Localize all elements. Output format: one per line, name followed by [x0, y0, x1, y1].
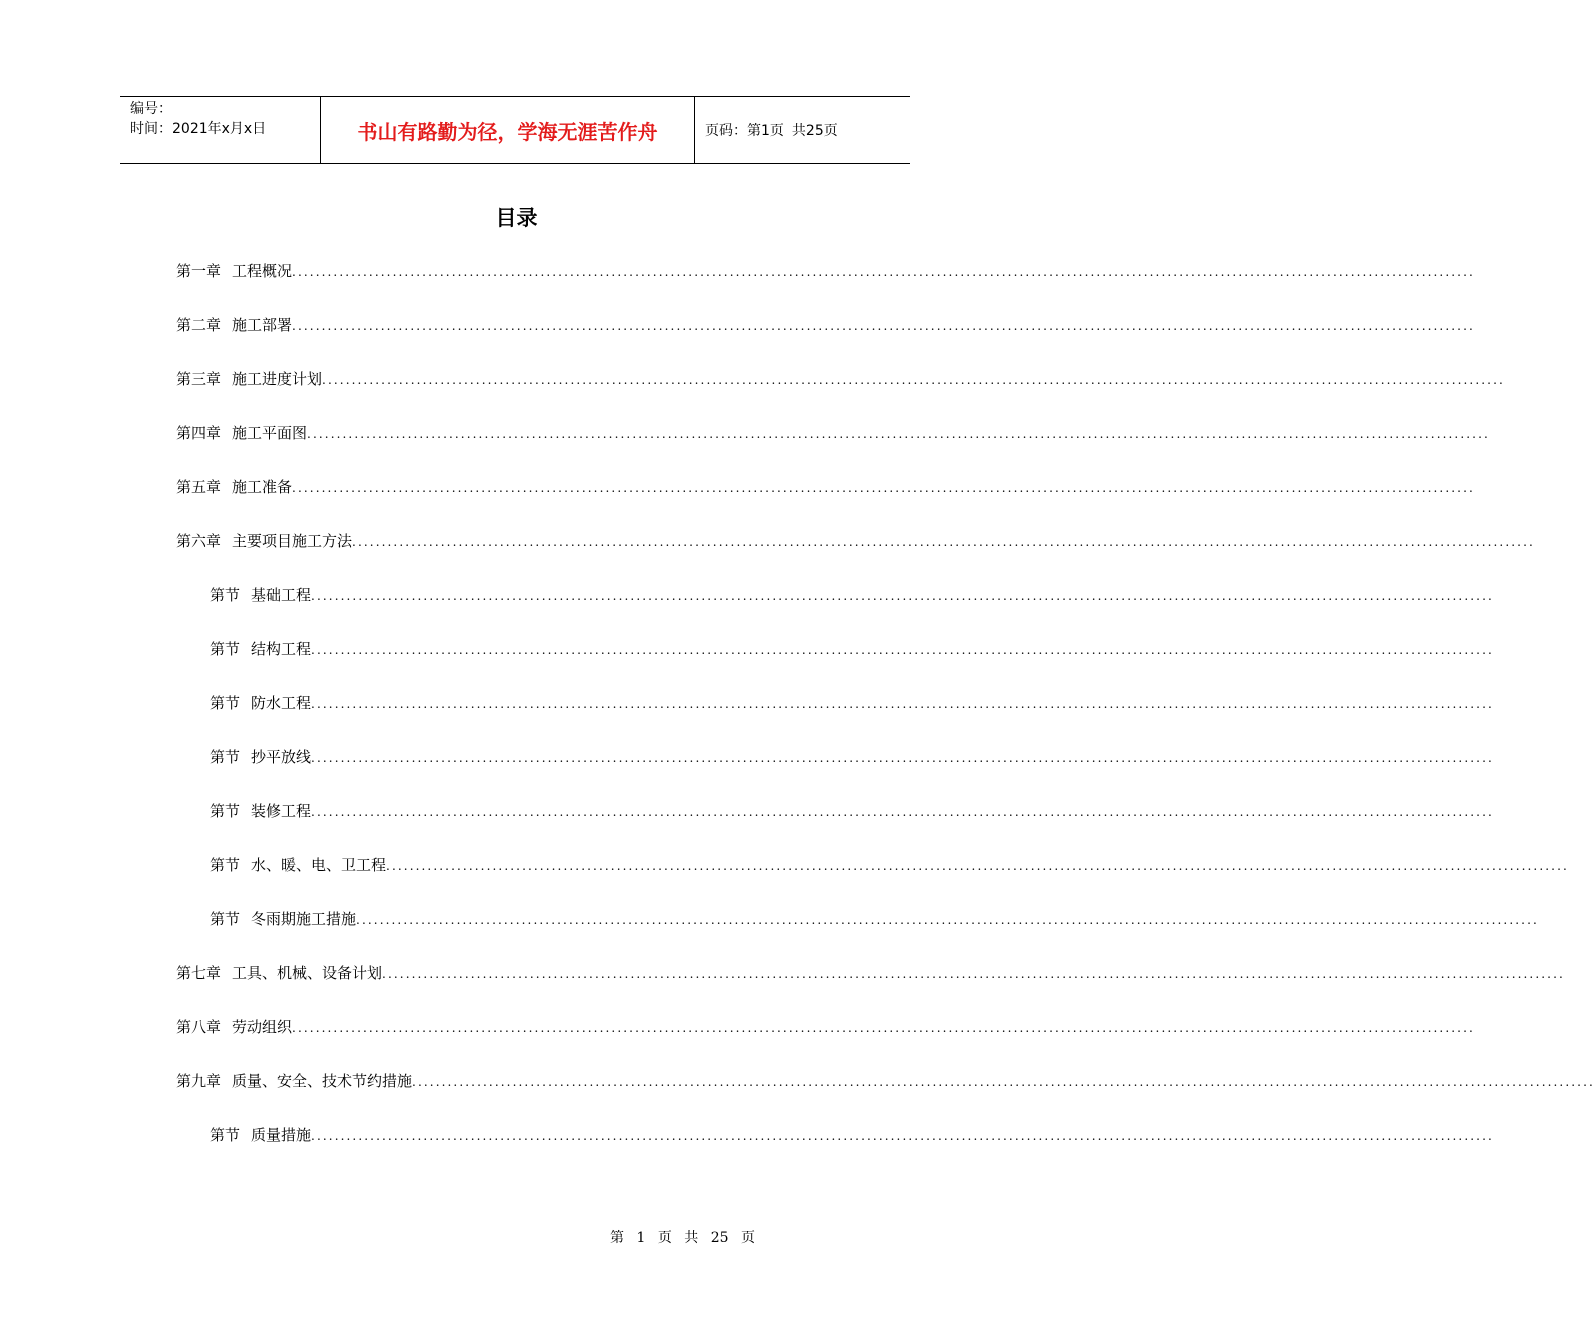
toc-entry [176, 962, 1565, 985]
toc-entry [176, 530, 1535, 553]
toc-entry-label: 第三章 [176, 370, 222, 388]
toc-entry-label: 第节 [210, 910, 241, 928]
toc-dot-leader: ........................................................................................................................................................................................................ [382, 967, 1565, 981]
toc-entry [176, 422, 1490, 445]
toc-dot-leader: ........................................................................................................................................................................................................ [412, 1075, 1595, 1089]
toc-dot-leader: ........................................................................................................................................................................................................ [292, 1021, 1475, 1035]
toc-entry [210, 692, 1494, 715]
toc-entry-title: 工程概况 [232, 262, 293, 280]
motto-text: 书山有路勤为径，学海无涯苦作舟 [357, 119, 658, 144]
toc-entry [210, 746, 1494, 769]
toc-entry-title: 装修工程 [251, 802, 312, 820]
toc-entry [210, 800, 1494, 823]
footer-gong: 共 [684, 1230, 699, 1246]
header-motto-cell [321, 97, 695, 163]
toc-entry-title: 劳动组织 [232, 1018, 293, 1036]
toc-entry-title: 施工平面图 [232, 424, 308, 442]
toc-entry [176, 368, 1505, 391]
toc-dot-leader: ........................................................................................................................................................................................................ [356, 913, 1539, 927]
toc-entry-label: 第一章 [176, 262, 222, 280]
header-table [120, 96, 910, 164]
toc-entry-title: 施工部署 [232, 316, 293, 334]
page-label: 页码：第1页 [705, 123, 784, 139]
toc-entry-label: 第节 [210, 640, 241, 658]
toc-entry-label: 第八章 [176, 1018, 222, 1036]
toc-entry-title: 施工进度计划 [232, 370, 323, 388]
toc-entry-title: 主要项目施工方法 [232, 532, 353, 550]
toc-entry [176, 1070, 1595, 1093]
toc-entry-label: 第七章 [176, 964, 222, 982]
footer-page-number: 1 [636, 1230, 646, 1246]
toc-dot-leader: ........................................................................................................................................................................................................ [386, 859, 1569, 873]
toc-entry [210, 1124, 1494, 1147]
header-left-cell [120, 97, 321, 163]
toc-entry [176, 314, 1475, 337]
footer-ye2: 页 [741, 1230, 756, 1246]
toc-entry-title: 施工准备 [232, 478, 293, 496]
toc-entry-label: 第四章 [176, 424, 222, 442]
toc-dot-leader: ........................................................................................................................................................................................................ [292, 265, 1475, 279]
toc-entry-title: 防水工程 [251, 694, 312, 712]
footer-di: 第 [610, 1230, 624, 1246]
header-page-cell [695, 97, 910, 163]
toc-entry-title: 工具、机械、设备计划 [232, 964, 383, 982]
toc-entry [210, 854, 1569, 877]
toc-entry [176, 1016, 1475, 1039]
toc-entry-title: 基础工程 [251, 586, 312, 604]
toc-entry-label: 第二章 [176, 316, 222, 334]
toc-dot-leader: ........................................................................................................................................................................................................ [311, 1129, 1494, 1143]
toc-dot-leader: ........................................................................................................................................................................................................ [307, 427, 1490, 441]
toc-entry [176, 476, 1475, 499]
toc-entry-title: 结构工程 [251, 640, 312, 658]
toc-entry [210, 908, 1539, 931]
toc-entry [210, 638, 1494, 661]
toc-entry-label: 第节 [210, 748, 241, 766]
toc-dot-leader: ........................................................................................................................................................................................................ [322, 373, 1505, 387]
toc-title: 目录 [495, 206, 538, 230]
serial-label: 编号： [130, 101, 172, 117]
toc-entry-label: 第九章 [176, 1072, 222, 1090]
toc-dot-leader: ........................................................................................................................................................................................................ [311, 751, 1494, 765]
toc-entry-title: 抄平放线 [251, 748, 312, 766]
footer-ye: 页 [657, 1230, 672, 1246]
page-total-label: 共25页 [791, 123, 838, 139]
toc-dot-leader: ........................................................................................................................................................................................................ [311, 805, 1494, 819]
toc-dot-leader: ........................................................................................................................................................................................................ [311, 643, 1494, 657]
toc-entry-label: 第节 [210, 694, 241, 712]
toc-entry [210, 584, 1494, 607]
toc-entry-label: 第六章 [176, 532, 222, 550]
toc-entry-label: 第节 [210, 1126, 241, 1144]
toc-dot-leader: ........................................................................................................................................................................................................ [311, 697, 1494, 711]
footer-total-pages: 25 [710, 1230, 729, 1246]
toc-dot-leader: ........................................................................................................................................................................................................ [292, 319, 1475, 333]
toc-entry-label: 第节 [210, 802, 241, 820]
toc-entry [176, 260, 1475, 283]
toc-dot-leader: ........................................................................................................................................................................................................ [292, 481, 1475, 495]
toc-entry-label: 第节 [210, 856, 241, 874]
toc-entry-title: 冬雨期施工措施 [251, 910, 357, 928]
time-label: 时间：2021年x月x日 [130, 121, 267, 137]
toc-entry-label: 第五章 [176, 478, 222, 496]
toc-dot-leader: ........................................................................................................................................................................................................ [311, 589, 1494, 603]
toc-entry-title: 质量、安全、技术节约措施 [232, 1072, 413, 1090]
toc-entry-title: 质量措施 [251, 1126, 312, 1144]
toc-dot-leader: ........................................................................................................................................................................................................ [352, 535, 1535, 549]
toc-entry-label: 第节 [210, 586, 241, 604]
page-footer [610, 1228, 755, 1248]
toc-entry-title: 水、暖、电、卫工程 [251, 856, 387, 874]
